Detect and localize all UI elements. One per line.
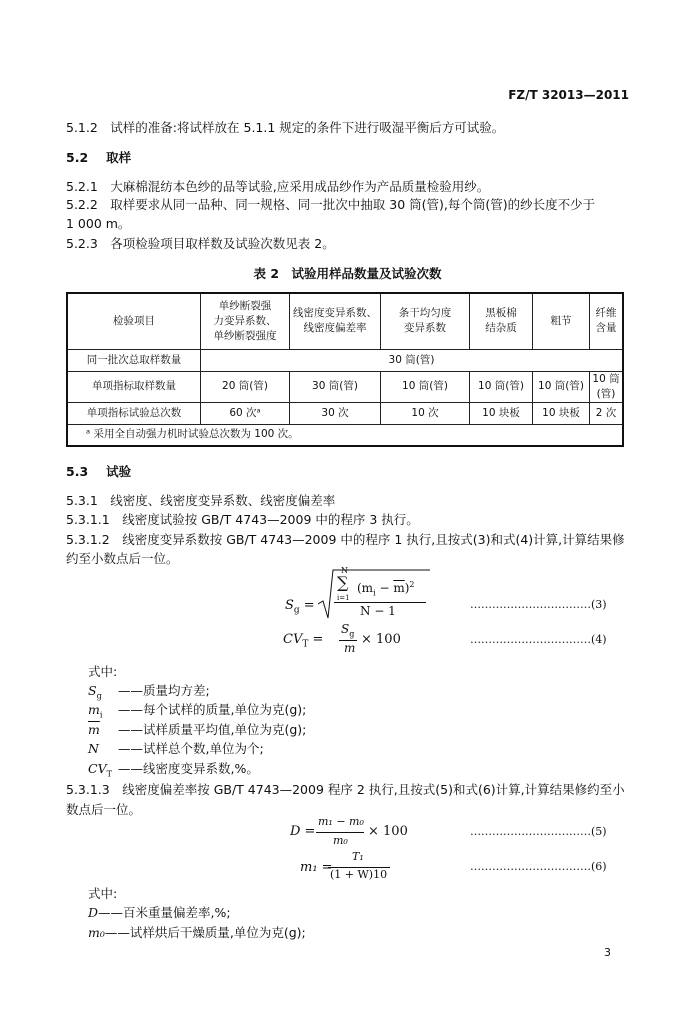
clause-5-3-1-3-line1: 5.3.1.3 线密度偏差率按 GB/T 4743—2009 程序 2 执行,且按式(5)和式(6)计算,计算结果修约至小 [66,782,625,797]
eq-subscript: g [349,629,355,639]
eq-superscript: 2 [409,580,415,589]
section-title: 试验 [106,464,132,479]
header-line: 结杂质 [485,322,517,335]
clause-5-3-1-2-line1: 5.3.1.2 线密度变异系数按 GB/T 4743—2009 中的程序 1 执行,且按式(3)和式(4)计算,计算结果修 [66,532,625,547]
header-line: 粗节 [550,314,572,327]
clause-5-1-2: 5.1.2 试样的准备:将试样放在 5.1.1 规定的条件下进行吸湿平衡后方可试验。 [66,120,505,135]
where-label-2: 式中: [88,886,118,901]
table-row [67,402,623,424]
cell: 10 筒(管) [590,371,624,402]
eq5-denominator [333,834,348,847]
eq3-denominator: N − 1 [360,604,396,618]
def-symbol: $\overline{m}$ [88,722,100,737]
header-thick-places [533,293,590,349]
def-description: 百米重量偏差率,%; [123,905,231,920]
equation-number-6: ……………………………(6) [470,860,607,873]
def-description: 试样烘后干燥质量,单位为克(g); [129,925,306,940]
def-description: 试样质量平均值,单位为克(g); [143,722,307,737]
clause-5-3-1-2-line2: 约至小数点后一位。 [66,551,179,566]
header-line: 线密度变异系数、 [293,307,377,320]
def-dash: —— [98,905,124,920]
def-symbol: m₀ [88,925,105,940]
row-label: 单项指标试验总次数 [67,402,201,424]
cell: 10 块板 [533,402,590,424]
standard-number: FZ/T 32013—2011 [508,88,629,102]
eq5-tail: × 100 [368,824,408,839]
def-dash: —— [118,741,143,756]
row-value: 30 筒(管) [201,349,624,371]
eq-subscript: T [302,639,309,650]
eq4-numerator [341,622,354,638]
def-dash: —— [118,683,143,698]
clause-5-2-2-line2: 1 000 m。 [66,216,131,231]
definition-row [88,924,306,942]
clause-5-3-1-1: 5.3.1.1 线密度试验按 GB/T 4743—2009 中的程序 3 执行。 [66,512,419,527]
def-dash: —— [104,925,130,940]
header-line: 条干均匀度 [398,307,452,320]
def-symbol: S [88,683,97,698]
cell: 20 筒(管) [201,371,290,402]
eq6-denominator: (1 + W)10 [330,868,388,881]
table-2 [66,292,624,447]
def-subscript: i [99,710,103,720]
definition-row [88,904,231,922]
header-fiber-content [590,293,624,349]
table-row [67,349,623,371]
def-symbol: N [88,741,99,756]
header-single-yarn-strength [201,293,290,349]
def-subscript: g [96,691,102,701]
clause-5-2-2-line1: 5.2.2 取样要求从同一品种、同一规格、同一批次中抽取 30 筒(管),每个筒(管)的纱长度不少于 [66,197,596,212]
section-title: 取样 [106,150,132,165]
eq4-tail: × 100 [361,632,401,647]
equation-number-3: ……………………………(3) [470,598,607,611]
definition-row [88,721,306,739]
section-5-3-heading [66,463,131,481]
eq4-denominator [344,641,355,655]
eq-symbol: m₁ = [300,860,333,875]
eq-mean-symbol: $\overline{m}$ [393,581,405,595]
eq-part: − [375,581,394,595]
def-description: 线密度变异系数,%。 [143,761,259,776]
section-5-2-heading [66,149,131,167]
eq3-numerator [357,580,414,597]
header-line: 纤维 [595,307,617,320]
eq-symbol: S [285,598,294,613]
header-inspection-item: 检验项目 [67,293,201,349]
equation-number-4: ……………………………(4) [470,633,607,646]
clause-5-2-1: 5.2.1 大麻棉混纺本色纱的品等试验,应采用成品纱作为产品质量检验用纱。 [66,179,490,194]
eq-symbol: S [341,622,350,636]
clause-5-3-1: 5.3.1 线密度、线密度变异系数、线密度偏差率 [66,493,336,508]
table-row [67,371,623,402]
page-number: 3 [604,946,611,959]
header-line: 力变异系数、 [213,314,277,327]
definition-row [88,740,264,758]
sum-upper: N [341,566,348,575]
equation-number-5: ……………………………(5) [470,825,607,838]
def-symbol: CV [88,761,107,776]
cell: 2 次 [590,402,624,424]
sum-lower: i=1 [337,594,350,602]
def-description: 试样总个数,单位为个; [143,741,264,756]
cell: 10 筒(管) [381,371,470,402]
eq4-lhs [283,632,323,650]
def-subscript: T [106,769,112,779]
cell: 30 次 [290,402,381,424]
def-dash: —— [118,761,143,776]
def-description: 质量均方差; [143,683,210,698]
header-neps [470,293,533,349]
header-line: 线密度偏差率 [303,322,367,335]
eq-symbol: m [344,641,356,655]
where-label-1: 式中: [88,664,118,679]
cell: 10 块板 [470,402,533,424]
sum-sign: ∑ [337,573,349,592]
eq5-numerator [318,815,364,828]
eq-symbol: D = [290,824,316,839]
def-dash: —— [118,722,143,737]
header-evenness [381,293,470,349]
header-line: 含量 [595,322,617,335]
cell: 10 次 [381,402,470,424]
header-line: 单纱断裂强度 [213,329,277,342]
cell: 30 筒(管) [290,371,381,402]
table-footnote-row [67,424,623,446]
clause-5-3-1-3-line2: 数点后一位。 [66,802,142,817]
cell: 10 筒(管) [533,371,590,402]
eq-part: m₁ − m₀ [318,815,364,828]
fraction-bar [334,602,426,603]
table-footnote: ᵃ 采用全自动强力机时试验总次数为 100 次。 [67,424,623,446]
section-number: 5.2 [66,150,89,165]
row-label: 单项指标取样数量 [67,371,201,402]
cell: 10 筒(管) [470,371,533,402]
eq-part: ) [404,581,410,595]
eq-part: m₀ [333,834,348,847]
eq-subscript: i [373,588,376,598]
eq-part: (m [357,581,374,595]
header-line: 变异系数 [404,322,446,335]
eq3-lhs: $S_g$ = [285,598,315,616]
eq6-numerator [352,850,364,863]
eq-subscript: g [293,605,300,616]
def-symbol: D [88,905,99,920]
def-description: 每个试样的质量,单位为克(g); [143,702,307,717]
eq-part: T₁ [352,850,364,863]
fraction-bar [316,832,364,833]
def-dash: —— [118,702,143,717]
table-caption: 表 2 试验用样品数量及试验次数 [253,266,442,281]
eq-part: = [308,632,324,647]
definition-row [88,760,259,784]
header-line: 黑板棉 [485,307,517,320]
eq5-lhs [290,824,315,839]
section-number: 5.3 [66,464,89,479]
clause-5-2-3: 5.2.3 各项检验项目取样数及试验次数见表 2。 [66,236,335,251]
header-line: 单纱断裂强 [218,299,272,312]
cell: 60 次ᵃ [201,402,290,424]
header-linear-density [290,293,381,349]
table-header-row [67,293,623,349]
eq-symbol: CV [283,632,303,647]
row-label: 同一批次总取样数量 [67,349,201,371]
def-symbol: m [88,702,100,717]
